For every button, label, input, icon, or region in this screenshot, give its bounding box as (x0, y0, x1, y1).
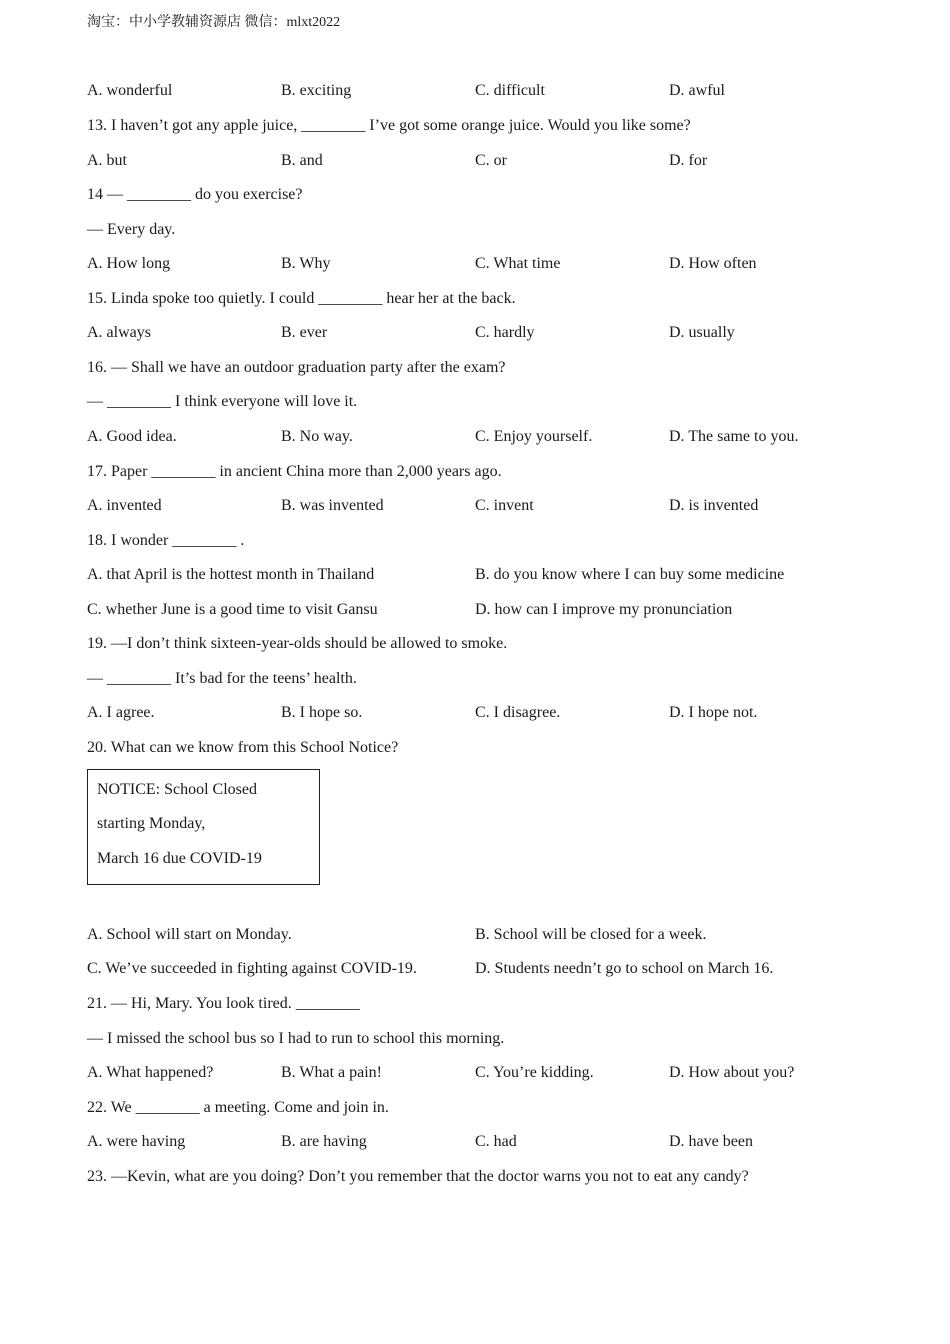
answer-option: D. is invented (669, 497, 759, 514)
notice-line-2: starting Monday, (97, 815, 206, 832)
answer-option: A. wonderful (87, 82, 173, 99)
page-header-watermark: 淘宝：中小学教辅资源店 微信：mlxt2022 (87, 15, 341, 30)
school-notice-box (87, 769, 320, 885)
answer-option: B. do you know where I can buy some medicine (475, 566, 785, 583)
question-text: — I missed the school bus so I had to run to school this morning. (87, 1030, 505, 1047)
answer-option: D. Students needn’t go to school on March 16. (475, 960, 774, 977)
question-text: 15. Linda spoke too quietly. I could ________ hear her at the back. (87, 290, 516, 307)
answer-option: B. was invented (281, 497, 384, 514)
answer-option: C. We’ve succeeded in fighting against COVID-19. (87, 960, 417, 977)
answer-option: C. invent (475, 497, 534, 514)
answer-option: A. always (87, 324, 151, 341)
answer-option: B. School will be closed for a week. (475, 926, 707, 943)
answer-option: D. How often (669, 255, 757, 272)
answer-option: A. How long (87, 255, 171, 272)
notice-line-1: NOTICE: School Closed (97, 781, 257, 798)
answer-option: C. I disagree. (475, 704, 561, 721)
question-text: 23. —Kevin, what are you doing? Don’t you remember that the doctor warns you not to eat any candy? (87, 1168, 749, 1185)
question-text: 13. I haven’t got any apple juice, ________ I’ve got some orange juice. Would you like some? (87, 117, 691, 134)
question-text: — Every day. (87, 221, 176, 238)
answer-option: B. exciting (281, 82, 352, 99)
question-text: 22. We ________ a meeting. Come and join in. (87, 1099, 389, 1116)
answer-option: B. Why (281, 255, 331, 272)
question-text: 14 — ________ do you exercise? (87, 186, 303, 203)
answer-option: C. You’re kidding. (475, 1064, 594, 1081)
answer-option: C. hardly (475, 324, 535, 341)
answer-option: D. usually (669, 324, 735, 341)
answer-option: A. but (87, 152, 127, 169)
answer-option: A. that April is the hottest month in Thailand (87, 566, 375, 583)
answer-option: A. School will start on Monday. (87, 926, 292, 943)
question-text: 16. — Shall we have an outdoor graduation party after the exam? (87, 359, 506, 376)
question-text: 18. I wonder ________ . (87, 532, 245, 549)
answer-option: D. have been (669, 1133, 753, 1150)
answer-option: C. or (475, 152, 507, 169)
answer-option: C. whether June is a good time to visit Gansu (87, 601, 378, 618)
answer-option: D. awful (669, 82, 725, 99)
notice-line-3: March 16 due COVID-19 (97, 850, 262, 867)
question-text: — ________ It’s bad for the teens’ health. (87, 670, 357, 687)
answer-option: B. I hope so. (281, 704, 363, 721)
answer-option: D. The same to you. (669, 428, 799, 445)
answer-option: B. are having (281, 1133, 367, 1150)
answer-option: A. Good idea. (87, 428, 177, 445)
answer-option: A. invented (87, 497, 162, 514)
answer-option: B. ever (281, 324, 328, 341)
question-text: 21. — Hi, Mary. You look tired. ________ (87, 995, 360, 1012)
answer-option: C. difficult (475, 82, 545, 99)
answer-option: A. What happened? (87, 1064, 214, 1081)
question-text: 19. —I don’t think sixteen-year-olds should be allowed to smoke. (87, 635, 508, 652)
answer-option: A. I agree. (87, 704, 155, 721)
answer-option: A. were having (87, 1133, 186, 1150)
answer-option: D. How about you? (669, 1064, 795, 1081)
answer-option: B. No way. (281, 428, 353, 445)
question-text: 20. What can we know from this School Notice? (87, 739, 399, 756)
answer-option: D. I hope not. (669, 704, 758, 721)
answer-option: D. how can I improve my pronunciation (475, 601, 733, 618)
question-text: — ________ I think everyone will love it. (87, 393, 358, 410)
question-text: 17. Paper ________ in ancient China more than 2,000 years ago. (87, 463, 502, 480)
answer-option: C. Enjoy yourself. (475, 428, 593, 445)
answer-option: B. and (281, 152, 323, 169)
answer-option: C. had (475, 1133, 517, 1150)
answer-option: D. for (669, 152, 708, 169)
answer-option: B. What a pain! (281, 1064, 383, 1081)
answer-option: C. What time (475, 255, 561, 272)
